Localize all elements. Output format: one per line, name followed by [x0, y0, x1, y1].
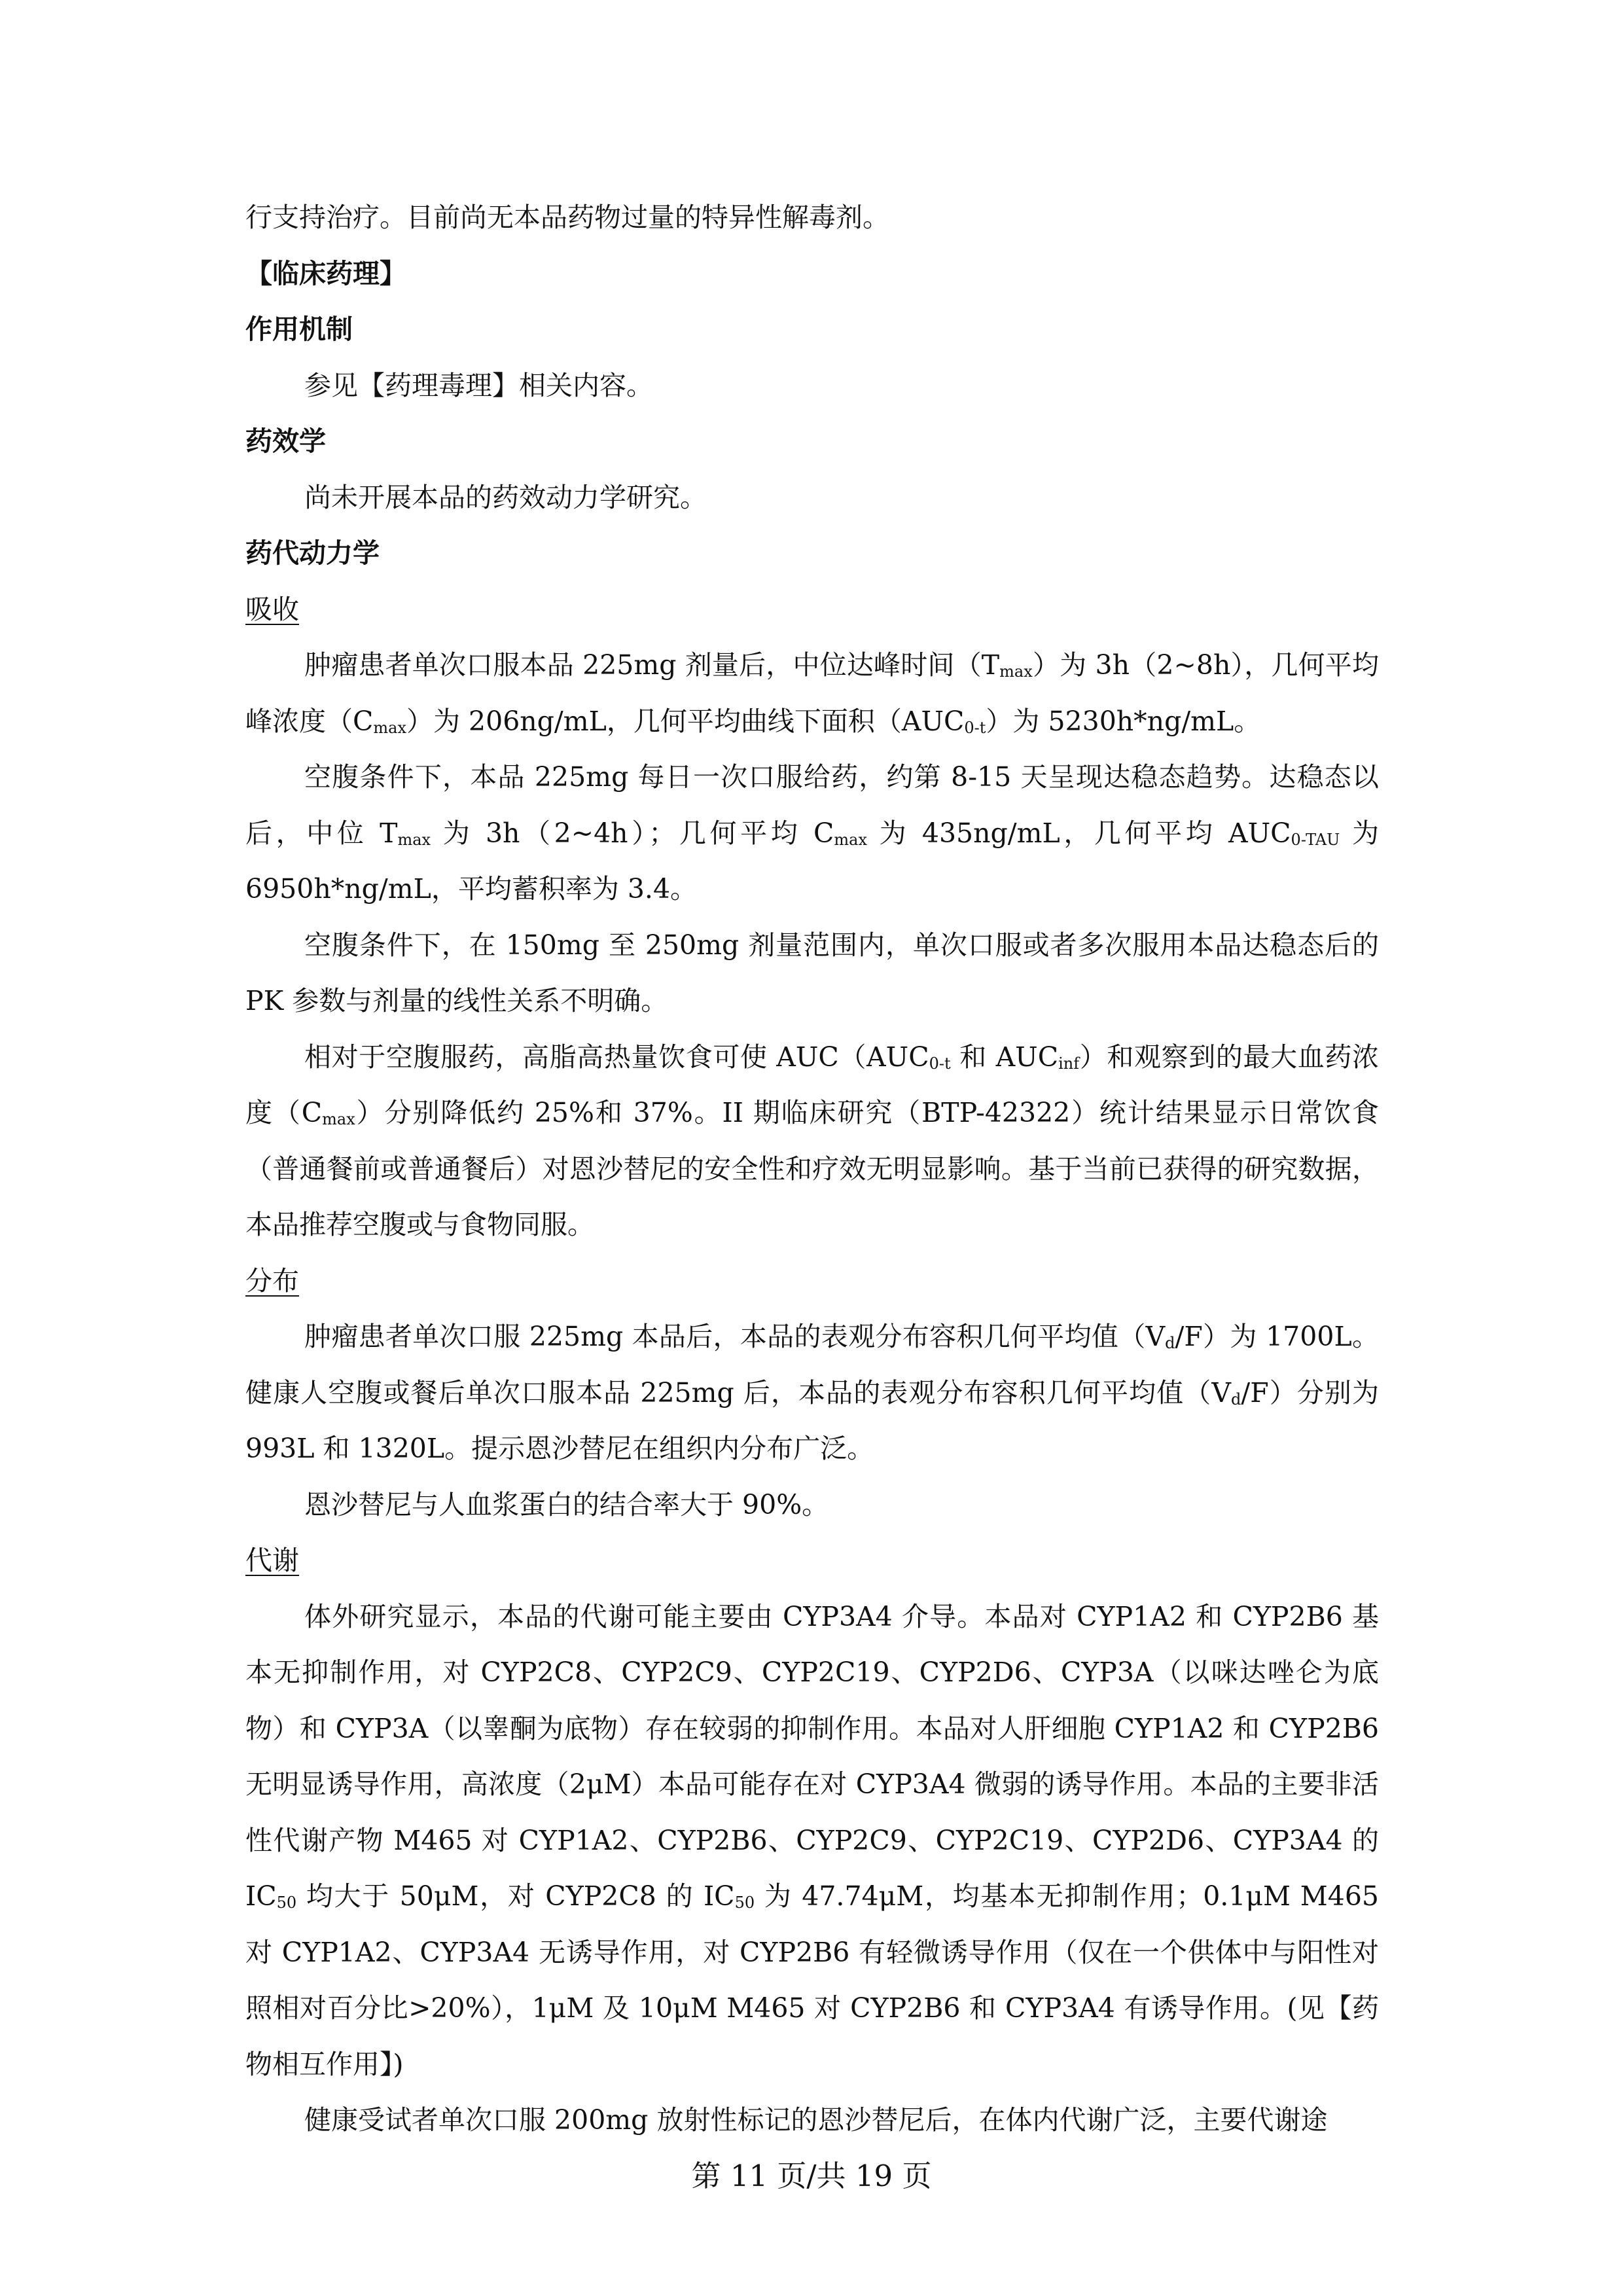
paragraph-distribution-2: 恩沙替尼与人血浆蛋白的结合率大于 90%。	[304, 1488, 829, 1520]
paragraph-pharmacodynamics: 尚未开展本品的药效动力学研究。	[304, 481, 707, 513]
paragraph-absorption-2: 空腹条件下，本品 225mg 每日一次口服给药，约第 8-15 天呈现达稳态趋势。达稳态以后，中位 $T_{max}$ 为 3h（2~4h）；几何平均 $C_{max}$ 为 435ng/mL，几何平均 $AUC_{0-TAU}$ 为 6950h*ng/mL，平均蓄积率为 3.4。	[245, 761, 1379, 905]
subheading-metabolism: 代谢	[245, 1545, 299, 1576]
heading-pharmacokinetics: 药代动力学	[245, 537, 380, 569]
heading-mechanism: 作用机制	[245, 314, 353, 345]
subheading-distribution: 分布	[245, 1265, 299, 1297]
page-footer: 第 11 页/共 19 页	[691, 2159, 932, 2193]
paragraph-distribution-1: 肿瘤患者单次口服 225mg 本品后，本品的表观分布容积几何平均值$(V_d/F)$为 1700L。健康人空腹或餐后单次口服本品 225mg 后，本品的表观分布容积几何平均值$(V_d/F)$分别为 993L 和 1320L。提示恩沙替尼在组织内分布广泛。	[245, 1321, 1379, 1464]
paragraph-line: 行支持治疗。目前尚无本品药物过量的特异性解毒剂。	[245, 202, 889, 233]
section-heading-clinical-pharmacology: 【临床药理】	[245, 257, 406, 289]
paragraph-absorption-1: 肿瘤患者单次口服本品 225mg 剂量后，中位达峰时间$(T_{max})$为 3h（2~8h），几何平均峰浓度$(C_{max})$为 206ng/mL，几何平均曲线下面积$(AUC_{0-t})$为 5230h*ng/mL。	[245, 649, 1379, 737]
paragraph-absorption-4: 相对于空腹服药，高脂高热量饮食可使 $AUC(AUC_{0-t}$ 和 $AUC_{inf}$）和观察到的最大血药浓度$(C_{max})$分别降低约 25%和 37%。II 期临床研究（BTP-42322）统计结果显示日常饮食（普通餐前或普通餐后）对恩沙替尼的安全性和疗效无明显影响。基于当前已获得的研究数据，本品推荐空腹或与食物同服。	[245, 1041, 1379, 1240]
page-body	[245, 190, 1379, 2149]
paragraph-metabolism-2: 健康受试者单次口服 200mg 放射性标记的恩沙替尼后，在体内代谢广泛，主要代谢途	[304, 2104, 1328, 2136]
paragraph-absorption-3: 空腹条件下，在 150mg 至 250mg 剂量范围内，单次口服或者多次服用本品达稳态后的 PK 参数与剂量的线性关系不明确。	[245, 929, 1379, 1016]
paragraph-metabolism-1: 体外研究显示，本品的代谢可能主要由 CYP3A4 介导。本品对 CYP1A2 和 CYP2B6 基本无抑制作用，对 CYP2C8、CYP2C9、CYP2C19、CYP2D6、CYP3A（以咪达唑仑为底物）和 CYP3A（以睾酮为底物）存在较弱的抑制作用。本品对人肝细胞 CYP1A2 和 CYP2B6 无明显诱导作用，高浓度（2μM）本品可能存在对 CYP3A4 微弱的诱导作用。本品的主要非活性代谢产物 M465 对 CYP1A2、CYP2B6、CYP2C9、CYP2C19、CYP2D6、CYP3A4 的 $IC_{50}$ 均大于 50μM，对 CYP2C8 的 $IC_{50}$ 为 47.74μM，均基本无抑制作用；0.1μM M465 对 CYP1A2、CYP3A4 无诱导作用，对 CYP2B6 有轻微诱导作用（仅在一个供体中与阳性对照相对百分比>20%），1μM 及 10μM M465 对 CYP2B6 和 CYP3A4 有诱导作用。(见【药物相互作用】)	[245, 1600, 1380, 2080]
subheading-absorption: 吸收	[245, 593, 299, 625]
heading-pharmacodynamics: 药效学	[245, 425, 326, 457]
paragraph-mechanism: 参见【药理毒理】相关内容。	[304, 369, 653, 401]
